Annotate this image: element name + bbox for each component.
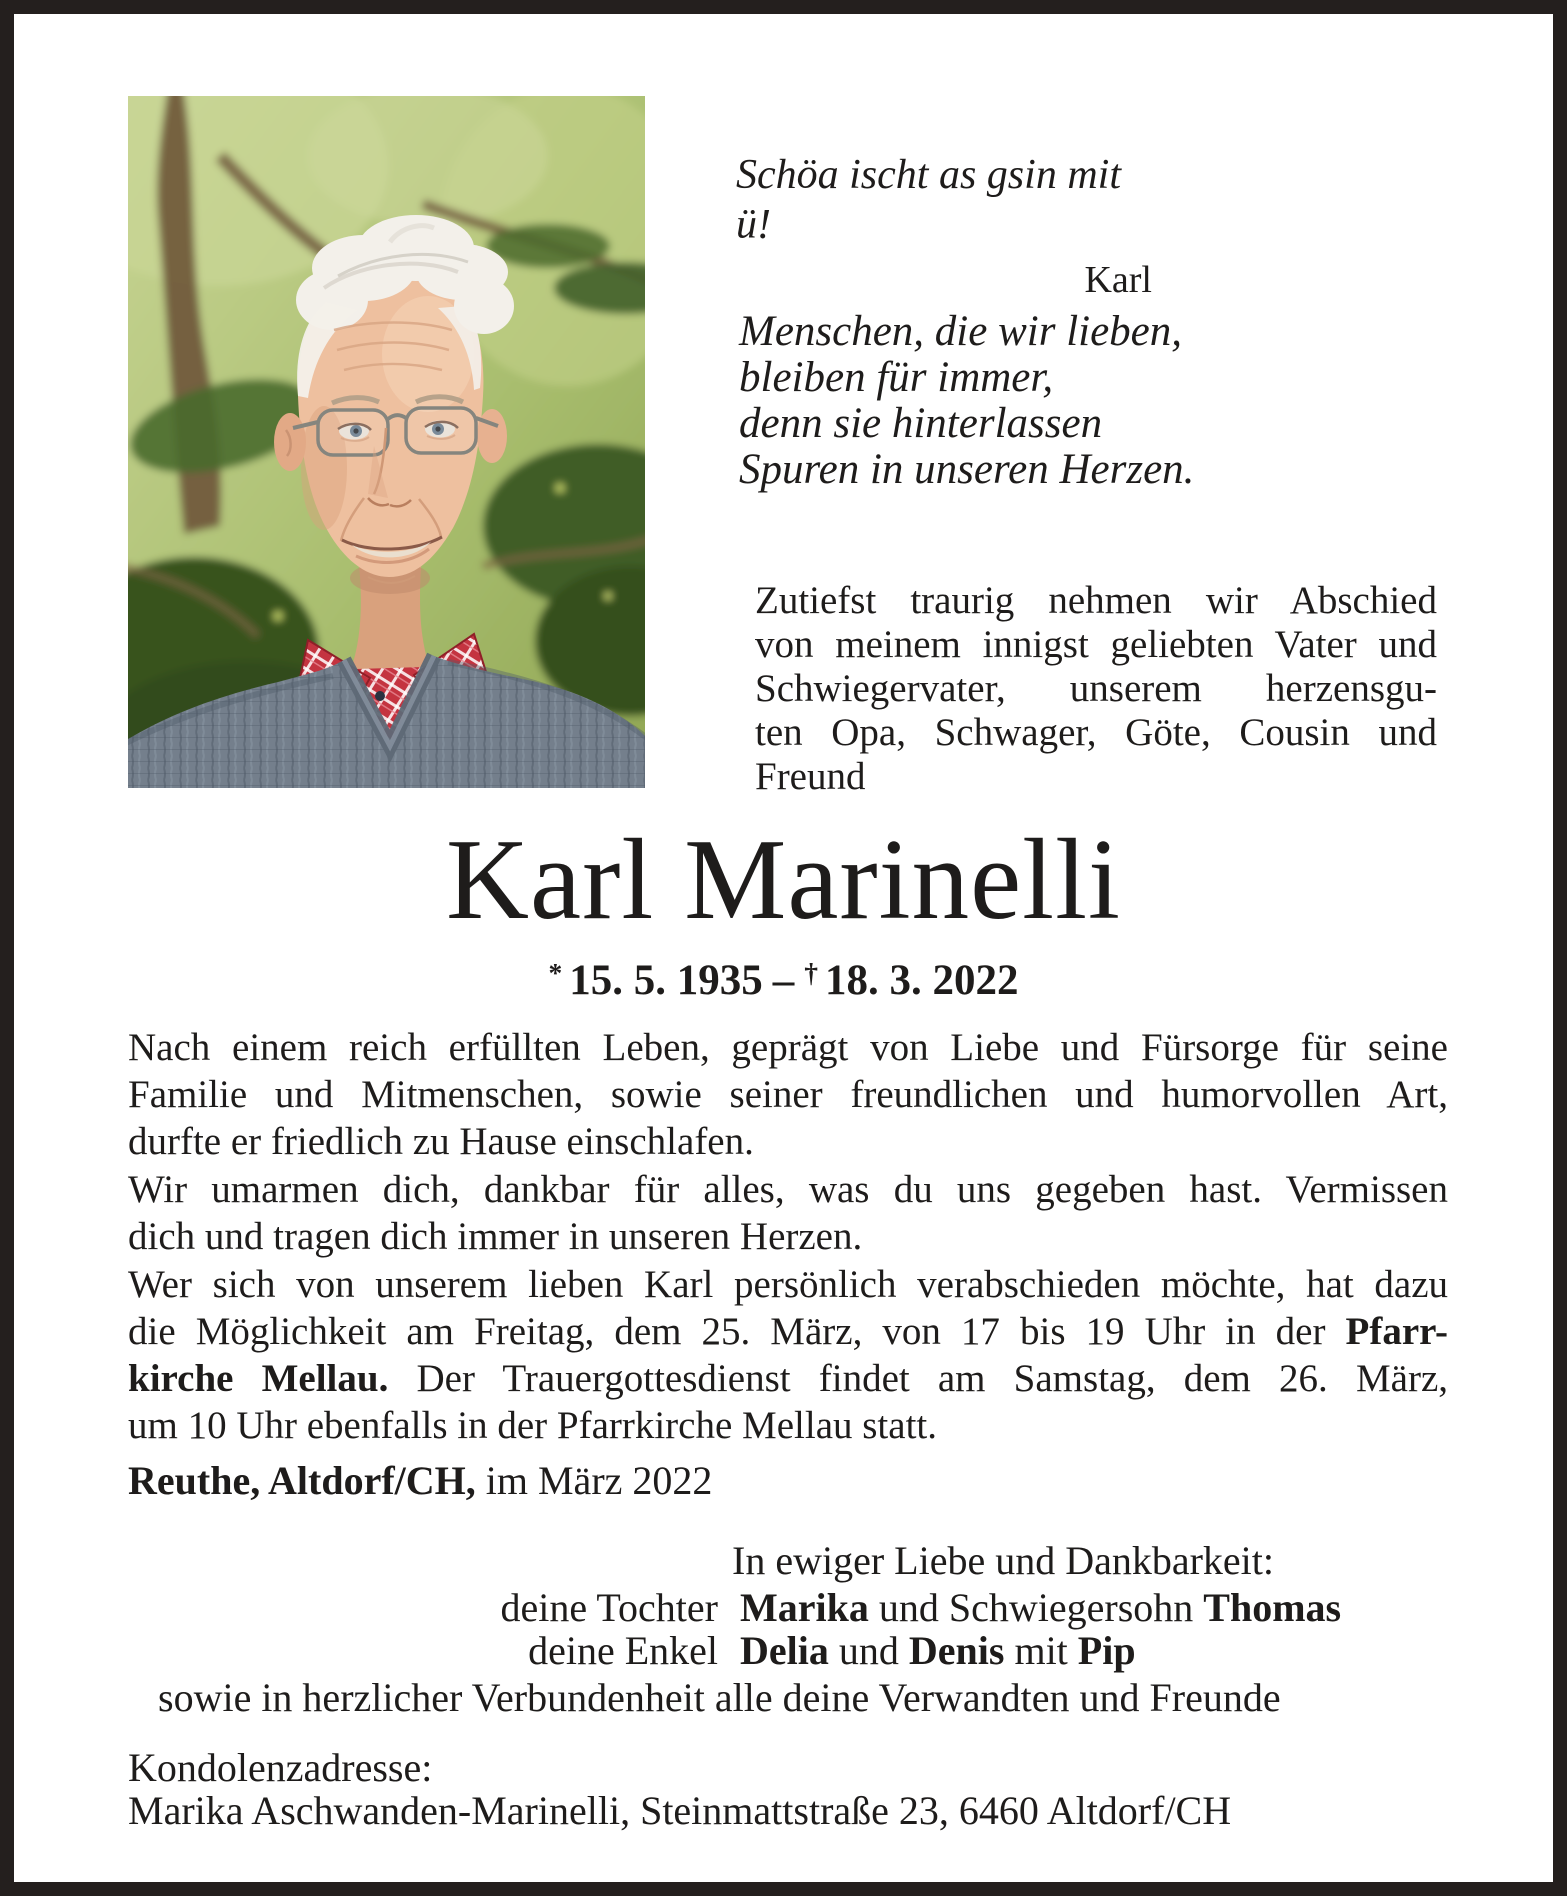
text-line: [128, 1166, 1448, 1213]
text-segment: um 10 Uhr ebenfalls in der Pfarrkirche Mellau statt.: [128, 1404, 938, 1447]
text-segment: Pfarr-: [1345, 1310, 1448, 1353]
quote-attribution: Karl: [1084, 259, 1152, 301]
place-dateline: [128, 1457, 712, 1504]
family-label: deine Enkel: [528, 1628, 718, 1673]
right-ear: [477, 409, 507, 463]
dates-separator: –: [772, 957, 795, 1004]
family-label: deine Tochter: [500, 1585, 718, 1630]
family-value: [740, 1586, 1341, 1629]
text-line: [128, 1071, 1448, 1118]
death-date: 18. 3. 2022: [825, 957, 1019, 1004]
dialect-quote: Schöa ischt as gsin mit ü!: [736, 152, 1121, 248]
condolence-label: Kondolenzadresse:: [128, 1745, 433, 1790]
family-list: [128, 1586, 1458, 1672]
text-segment: Pip: [1077, 1628, 1136, 1673]
text-line: [755, 579, 1437, 623]
text-line: [755, 711, 1437, 755]
family-row-daughter: [128, 1586, 1458, 1629]
text-segment: Thomas: [1203, 1585, 1342, 1630]
condolence-block: [128, 1746, 1231, 1832]
closing-heading: In ewiger Liebe und Dankbarkeit:: [732, 1538, 1275, 1583]
text-segment: Nach einem reich erfüllten Leben, geprägt von Liebe und Fürsorge für seine: [128, 1026, 1448, 1069]
relatives-line: sowie in herzlicher Verbundenheit alle deine Verwandten und Freunde: [158, 1675, 1281, 1720]
shirt-button: [375, 691, 385, 701]
poem-line: bleiben für immer,: [739, 354, 1054, 401]
death-cross-symbol: †: [804, 956, 819, 988]
family-value: [740, 1629, 1136, 1672]
portrait-photo-svg: [128, 96, 645, 788]
text-segment: Wir umarmen dich, dankbar für alles, was du uns gegeben hast. Vermissen: [128, 1168, 1448, 1211]
text-segment: Schwiegervater, unserem herzensgu-: [755, 667, 1437, 710]
text-line: [128, 1118, 1448, 1165]
text-line: [755, 667, 1437, 711]
life-dates: [14, 956, 1553, 1005]
text-line: [128, 1024, 1448, 1071]
text-segment: Familie und Mitmenschen, sowie seiner freundlichen und humorvollen Art,: [128, 1073, 1448, 1116]
text-segment: Delia: [740, 1628, 829, 1673]
text-segment: und: [828, 1628, 909, 1673]
text-segment: ten Opa, Schwager, Göte, Cousin und: [755, 711, 1437, 754]
text-segment: Zutiefst traurig nehmen wir Abschied: [755, 579, 1437, 622]
text-segment: Denis: [908, 1628, 1005, 1673]
text-segment: von meinem innigst geliebten Vater und: [755, 623, 1437, 666]
text-segment: Wer sich von unserem lieben Karl persönlich verabschieden möchte, hat dazu: [128, 1263, 1448, 1306]
text-segment: dich und tragen dich immer in unseren Herzen.: [128, 1215, 863, 1258]
intro-paragraph: [755, 579, 1437, 799]
text-line: [755, 755, 1437, 799]
text-segment: die Möglichkeit am Freitag, dem 25. März, von 17 bis 19 Uhr in der: [128, 1310, 1346, 1353]
text-line: [128, 1261, 1448, 1308]
family-row-grandchildren: [128, 1629, 1458, 1672]
birth-star-symbol: *: [548, 956, 563, 988]
text-segment: im März 2022: [475, 1458, 713, 1503]
text-line: [755, 623, 1437, 667]
text-line: [128, 1213, 1448, 1260]
obituary-paragraph-2: [128, 1166, 1448, 1260]
obituary-paragraph-1: [128, 1024, 1448, 1165]
poem-line: denn sie hinterlassen: [739, 400, 1103, 447]
obituary-paragraph-3: [128, 1261, 1448, 1449]
poem-line: Menschen, die wir lieben,: [739, 308, 1183, 355]
text-segment: und Schwiegersohn: [868, 1585, 1204, 1630]
text-segment: kirche Mellau.: [128, 1357, 389, 1400]
text-segment: Reuthe, Altdorf/CH,: [128, 1458, 476, 1503]
text-segment: mit: [1004, 1628, 1078, 1673]
text-segment: durfte er friedlich zu Hause einschlafen.: [128, 1120, 754, 1163]
deceased-name: Karl Marinelli: [445, 816, 1122, 943]
portrait-photo: [128, 96, 645, 788]
memorial-poem: [739, 309, 1194, 493]
text-line: [128, 1402, 1448, 1449]
condolence-address: Marika Aschwanden-Marinelli, Steinmattstraße 23, 6460 Altdorf/CH: [128, 1788, 1232, 1833]
birth-date: 15. 5. 1935: [569, 957, 763, 1004]
dialect-quote-block: [736, 150, 1156, 303]
text-line: [128, 1308, 1448, 1355]
poem-line: Spuren in unseren Herzen.: [739, 446, 1195, 493]
text-segment: Marika: [740, 1585, 869, 1630]
text-line: [128, 1355, 1448, 1402]
text-segment: Der Trauergottesdienst findet am Samstag, dem 26. März,: [388, 1357, 1449, 1400]
text-segment: Freund: [755, 755, 866, 798]
